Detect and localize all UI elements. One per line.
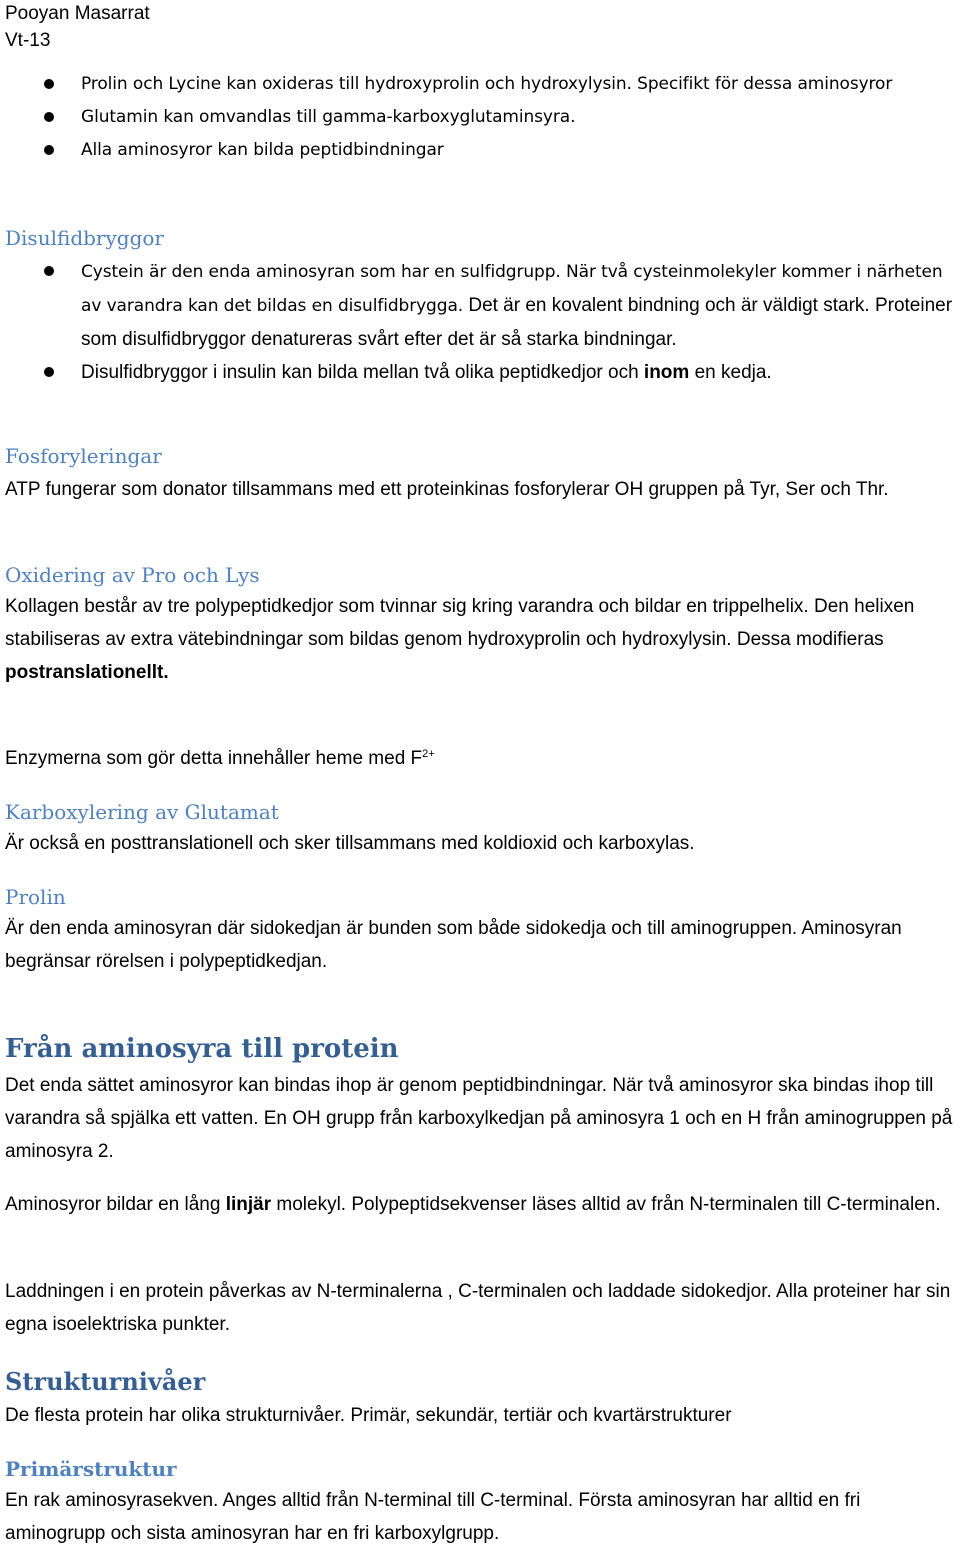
- bullet-icon: [44, 79, 54, 89]
- fran-paragraph-1: Det enda sättet aminosyror kan bindas ihop är genom peptidbindningar. När två aminosyror ska bindas ihop till varandra så spjälka ett vatten. En OH grupp från karboxylkedjan på aminosyra 1 och en H från aminogruppen på aminosyra 2.: [5, 1075, 953, 1162]
- heading-strukturnivaer: Strukturnivåer: [5, 1367, 206, 1396]
- heading-primarstruktur: Primärstruktur: [5, 1457, 177, 1481]
- list-item: Cystein är den enda aminosyran som har en sulfidgrupp. När två cysteinmolekyler kommer i närheten av varandra kan det bildas en disulfidbrygga. Det är en kovalent bindning och är väldigt stark. Proteiner som disulfidbryggor denatureras svårt efter det är så starka bindningar.: [0, 255, 955, 356]
- bullet-icon: [44, 266, 54, 276]
- heading-disulfidbryggor: Disulfidbryggor: [5, 226, 164, 250]
- prolin-paragraph: Är den enda aminosyran där sidokedjan är bunden som både sidokedja och till aminogruppen. Aminosyran begränsar rörelsen i polypeptidkedjan.: [5, 918, 902, 972]
- heading-fran-aminosyra: Från aminosyra till protein: [5, 1034, 399, 1064]
- list-item: Glutamin kan omvandlas till gamma-karboxyglutaminsyra.: [0, 101, 955, 134]
- fran-paragraph-2: Aminosyror bildar en lång linjär molekyl. Polypeptidsekvenser läses alltid av från N-terminalen till C-terminalen.: [5, 1194, 941, 1215]
- list-item: Disulfidbryggor i insulin kan bilda mellan två olika peptidkedjor och inom en kedja.: [0, 356, 955, 389]
- bullet-icon: [44, 145, 54, 155]
- heading-oxidering: Oxidering av Pro och Lys: [5, 563, 260, 587]
- heading-fosforyleringar: Fosforyleringar: [5, 444, 162, 468]
- oxidering-paragraph: Kollagen består av tre polypeptidkedjor som tvinnar sig kring varandra och bildar en trippelhelix. Den helixen stabiliseras av extra vätebindningar som bildas genom hydroxyprolin och hydroxylysin. Dessa modifieras postranslationellt.: [5, 596, 915, 683]
- heading-prolin: Prolin: [5, 885, 66, 909]
- fosfo-paragraph: ATP fungerar som donator tillsammans med ett proteinkinas fosforylerar OH gruppen på Tyr, Ser och Thr.: [5, 479, 889, 500]
- author-name: Pooyan Masarrat: [5, 3, 150, 24]
- karboxylering-paragraph: Är också en posttranslationell och sker tillsammans med koldioxid och karboxylas.: [5, 833, 695, 854]
- bullet-icon: [44, 367, 54, 377]
- term-label: Vt-13: [5, 30, 51, 51]
- heading-karboxylering: Karboxylering av Glutamat: [5, 800, 279, 824]
- enzym-paragraph: Enzymerna som gör detta innehåller heme med $F^{2+}$: [5, 748, 435, 769]
- primar-paragraph: En rak aminosyrasekven. Anges alltid från N-terminal till C-terminal. Första aminosyran har alltid en fri aminogrupp och sista aminosyran har en fri karboxylgrupp.: [5, 1490, 861, 1544]
- list-item: Alla aminosyror kan bilda peptidbindningar: [0, 134, 955, 167]
- disulfid-bullet-list: [0, 255, 955, 389]
- top-bullet-list: [0, 68, 955, 167]
- list-item: Prolin och Lycine kan oxideras till hydroxyprolin och hydroxylysin. Specifikt för dessa aminosyror: [0, 68, 955, 101]
- bullet-icon: [44, 112, 54, 122]
- struktur-paragraph: De flesta protein har olika strukturnivåer. Primär, sekundär, tertiär och kvartärstrukturer: [5, 1405, 732, 1426]
- fran-paragraph-3: Laddningen i en protein påverkas av N-terminalerna , C-terminalen och laddade sidokedjor. Alla proteiner har sin egna isoelektriska punkter.: [5, 1281, 951, 1335]
- page-header: [5, 0, 150, 54]
